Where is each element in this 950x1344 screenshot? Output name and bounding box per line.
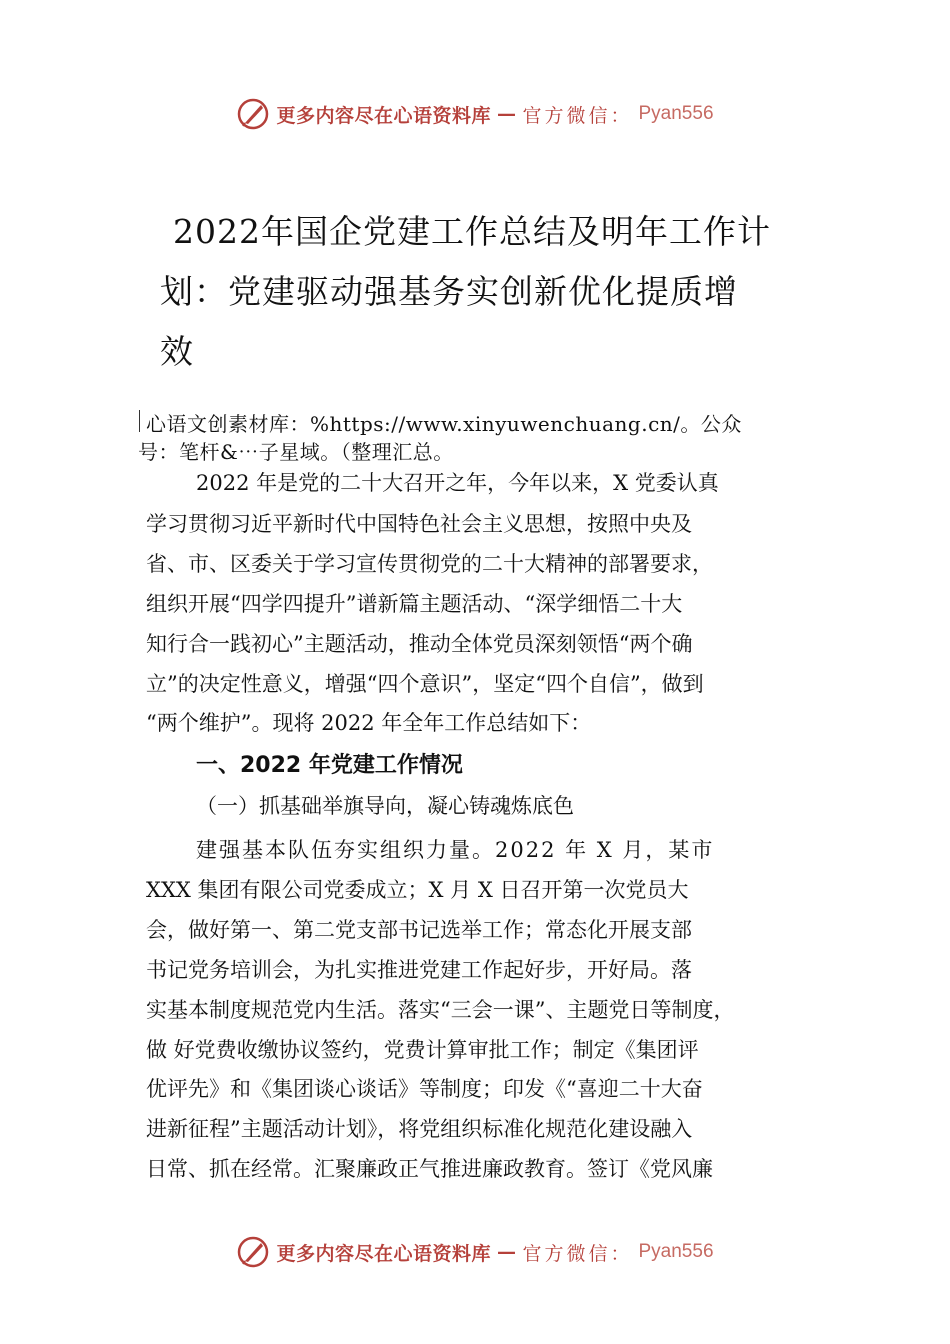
quill-logo-icon — [236, 97, 270, 131]
wechat-label: 官方微信： — [522, 1242, 633, 1265]
intro-line: 组织开展“四学四提升”谱新篇主题活动、“深学细悟二十大 — [146, 592, 683, 616]
source-note-line: 心语文创素材库：%https://www.xinyuwenchuang.cn/。公众 — [146, 412, 742, 436]
body-line: 会，做好第一、第二党支部书记选举工作；常态化开展支部 — [146, 918, 692, 942]
text-cursor — [139, 410, 140, 432]
intro-line: 立”的决定性意义，增强“四个意识”，坚定“四个自信”，做到 — [146, 672, 704, 696]
body-line: 日常、抓在经常。汇聚廉政正气推进廉政教育。签订《党风廉 — [146, 1157, 713, 1181]
brand-text: 更多内容尽在心语资料库 — [276, 1242, 491, 1265]
brand-text: 更多内容尽在心语资料库 — [276, 104, 491, 127]
source-note-line: 号：笔杆&⋯子星域。（整理汇总。 — [138, 440, 454, 464]
body-line: XXX 集团有限公司党委成立；X 月 X 日召开第一次党员大 — [146, 878, 689, 902]
intro-line: 2022 年是党的二十大召开之年，今年以来，X 党委认真 — [196, 471, 719, 495]
banner-dash: — — [496, 103, 517, 125]
quill-logo-icon — [236, 1235, 270, 1269]
wechat-handle: Pyan556 — [638, 1241, 714, 1262]
title-line: 2022年国企党建工作总结及明年工作计 — [173, 212, 771, 251]
section-heading: 一、2022 年党建工作情况 — [196, 753, 463, 778]
banner-dash: — — [496, 1241, 517, 1263]
intro-line: “两个维护”。现将 2022 年全年工作总结如下： — [146, 711, 592, 735]
body-line: 实基本制度规范党内生活。落实“三会一课”、主题党日等制度， — [146, 998, 735, 1022]
subsection-heading: （一）抓基础举旗导向，凝心铸魂炼底色 — [196, 794, 574, 818]
title-line: 效 — [160, 332, 194, 371]
intro-line: 省、市、区委关于学习宣传贯彻党的二十大精神的部署要求， — [146, 552, 713, 576]
body-line: 建强基本队伍夯实组织力量。2022 年 X 月，某市 — [196, 838, 715, 862]
wechat-label: 官方微信： — [522, 104, 633, 127]
title-line: 划：党建驱动强基务实创新优化提质增 — [160, 272, 738, 311]
body-line: 书记党务培训会，为扎实推进党建工作起好步，开好局。落 — [146, 958, 692, 982]
intro-line: 知行合一践初心”主题活动，推动全体党员深刻领悟“两个确 — [146, 632, 693, 656]
body-line: 做 好党费收缴协议签约，党费计算审批工作；制定《集团评 — [146, 1038, 699, 1062]
body-line: 优评先》和《集团谈心谈话》等制度；印发《“喜迎二十大奋 — [146, 1077, 703, 1101]
document-title — [160, 202, 800, 382]
wechat-handle: Pyan556 — [638, 103, 714, 124]
intro-line: 学习贯彻习近平新时代中国特色社会主义思想，按照中央及 — [146, 512, 692, 536]
header-banner — [0, 94, 950, 134]
body-line: 进新征程”主题活动计划》，将党组织标准化规范化建设融入 — [146, 1117, 693, 1141]
footer-banner — [0, 1232, 950, 1272]
